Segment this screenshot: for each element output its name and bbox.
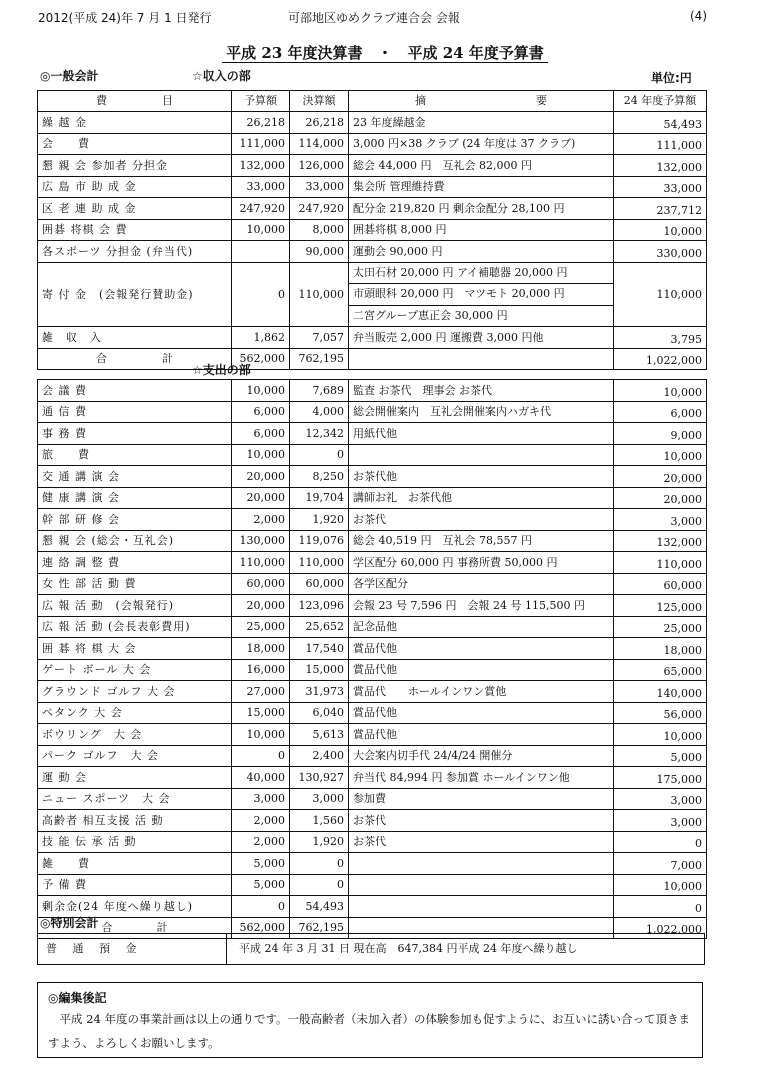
expense-budget: 6,000 — [232, 423, 290, 445]
column-header-budget-fy24: 24 年度予算額 — [614, 91, 707, 112]
expense-budget-fy24: 20,000 — [614, 466, 707, 488]
donation-item: 寄 付 金 (会報発行賛助金) — [38, 262, 232, 327]
income-budget-fy24: 132,000 — [614, 155, 707, 177]
expense-item: ゲート ボール 大 会 — [38, 659, 232, 681]
expense-budget-fy24: 60,000 — [614, 573, 707, 595]
expense-section-label: ☆支出の部 — [192, 363, 251, 377]
expense-row — [38, 552, 707, 574]
income-item: 区 老 連 助 成 金 — [38, 198, 232, 220]
expense-budget-fy24: 7,000 — [614, 853, 707, 875]
expense-budget: 6,000 — [232, 401, 290, 423]
expense-row — [38, 401, 707, 423]
editor-notes-body: 平成 24 年度の事業計画は以上の通りです。一般高齢者（未加入者）の体験参加も促すように、お互いに誘い合って頂きますよう、よろしくお願いします。 — [48, 1012, 691, 1050]
expense-budget: 60,000 — [232, 573, 290, 595]
expense-budget-fy24: 20,000 — [614, 487, 707, 509]
income-description: 総会 44,000 円 互礼会 82,000 円 — [349, 155, 614, 177]
expense-settlement: 7,689 — [290, 380, 349, 402]
expense-budget: 20,000 — [232, 595, 290, 617]
expense-description — [349, 896, 614, 918]
expense-item: 雑 費 — [38, 853, 232, 875]
expense-row — [38, 466, 707, 488]
income-budget: 247,920 — [232, 198, 290, 220]
income-row-misc — [38, 327, 707, 349]
expense-budget: 15,000 — [232, 702, 290, 724]
special-account-key: 普 通 預 金 — [38, 934, 227, 964]
expense-row — [38, 767, 707, 789]
donor-line: 市頭眼科 20,000 円 マツモト 20,000 円 — [349, 284, 613, 306]
expense-budget: 5,000 — [232, 874, 290, 896]
income-budget-fy24: 330,000 — [614, 241, 707, 263]
expense-item: グラウンド ゴルフ 大 会 — [38, 681, 232, 703]
expense-row — [38, 573, 707, 595]
expense-budget-fy24: 18,000 — [614, 638, 707, 660]
expense-settlement: 12,342 — [290, 423, 349, 445]
expense-settlement: 1,560 — [290, 810, 349, 832]
income-description: 3,000 円×38 クラブ (24 年度は 37 クラブ) — [349, 133, 614, 155]
expense-item: 予 備 費 — [38, 874, 232, 896]
expense-row — [38, 509, 707, 531]
expense-description: 総会 40,519 円 互礼会 78,557 円 — [349, 530, 614, 552]
expense-budget: 110,000 — [232, 552, 290, 574]
expense-budget-fy24: 10,000 — [614, 444, 707, 466]
misc-income-description: 弁当販売 2,000 円 運搬費 3,000 円他 — [349, 327, 614, 349]
expense-budget: 40,000 — [232, 767, 290, 789]
expense-description: 講師お礼 お茶代他 — [349, 487, 614, 509]
expense-item: 事 務 費 — [38, 423, 232, 445]
expense-item: 幹 部 研 修 会 — [38, 509, 232, 531]
expense-description: 会報 23 号 7,596 円 会報 24 号 115,500 円 — [349, 595, 614, 617]
income-budget: 111,000 — [232, 133, 290, 155]
expense-description — [349, 853, 614, 875]
income-budget: 33,000 — [232, 176, 290, 198]
expense-budget-fy24: 125,000 — [614, 595, 707, 617]
income-settlement: 126,000 — [290, 155, 349, 177]
editor-notes-heading: ◎編集後記 — [48, 991, 107, 1005]
expense-budget-fy24: 3,000 — [614, 810, 707, 832]
income-item: 各スポーツ 分担金 (弁当代) — [38, 241, 232, 263]
expense-row — [38, 745, 707, 767]
income-item: 囲碁 将棋 会 費 — [38, 219, 232, 241]
income-settlement: 33,000 — [290, 176, 349, 198]
income-table — [37, 90, 707, 370]
expense-table-body — [38, 380, 707, 939]
income-budget: 10,000 — [232, 219, 290, 241]
expense-budget: 5,000 — [232, 853, 290, 875]
income-budget-fy24: 111,000 — [614, 133, 707, 155]
expense-item: 健 康 講 演 会 — [38, 487, 232, 509]
general-account-label: ◎一般会計 — [40, 69, 99, 83]
expense-description: 記念品他 — [349, 616, 614, 638]
expense-budget-fy24: 6,000 — [614, 401, 707, 423]
expense-settlement: 54,493 — [290, 896, 349, 918]
expense-budget-fy24: 3,000 — [614, 509, 707, 531]
expense-row — [38, 595, 707, 617]
expense-settlement: 19,704 — [290, 487, 349, 509]
income-settlement: 8,000 — [290, 219, 349, 241]
expense-row — [38, 444, 707, 466]
expense-budget: 16,000 — [232, 659, 290, 681]
expense-budget-fy24: 0 — [614, 831, 707, 853]
expense-total-budget: 562,000 — [232, 917, 290, 938]
expense-row — [38, 530, 707, 552]
expense-budget-fy24: 110,000 — [614, 552, 707, 574]
expense-description: 総会開催案内 互礼会開催案内ハガキ代 — [349, 401, 614, 423]
income-total-budget-fy24: 1,022,000 — [614, 348, 707, 369]
expense-budget: 2,000 — [232, 509, 290, 531]
expense-settlement: 5,613 — [290, 724, 349, 746]
expense-row — [38, 831, 707, 853]
income-header-row — [38, 91, 707, 112]
column-header-settlement: 決算額 — [290, 91, 349, 112]
income-description: 運動会 90,000 円 — [349, 241, 614, 263]
expense-description: お茶代 — [349, 810, 614, 832]
income-settlement: 114,000 — [290, 133, 349, 155]
income-item: 会 費 — [38, 133, 232, 155]
expense-settlement: 15,000 — [290, 659, 349, 681]
donation-description — [349, 262, 614, 327]
expense-budget-fy24: 3,000 — [614, 788, 707, 810]
expense-budget-fy24: 65,000 — [614, 659, 707, 681]
expense-item: 広 報 活 動 (会報発行) — [38, 595, 232, 617]
expense-budget: 25,000 — [232, 616, 290, 638]
income-total-description — [349, 348, 614, 369]
expense-description: お茶代他 — [349, 466, 614, 488]
expense-settlement: 4,000 — [290, 401, 349, 423]
misc-income-item: 雑 収 入 — [38, 327, 232, 349]
expense-row — [38, 423, 707, 445]
expense-settlement: 6,040 — [290, 702, 349, 724]
expense-budget-fy24: 0 — [614, 896, 707, 918]
expense-budget: 20,000 — [232, 487, 290, 509]
income-budget: 132,000 — [232, 155, 290, 177]
expense-budget: 10,000 — [232, 724, 290, 746]
income-item: 広 島 市 助 成 金 — [38, 176, 232, 198]
expense-total-label: 合 計 — [38, 917, 232, 938]
column-header-budget: 予算額 — [232, 91, 290, 112]
expense-row — [38, 853, 707, 875]
income-budget-fy24: 33,000 — [614, 176, 707, 198]
expense-row — [38, 380, 707, 402]
expense-budget: 27,000 — [232, 681, 290, 703]
expense-budget-fy24: 140,000 — [614, 681, 707, 703]
expense-budget: 10,000 — [232, 380, 290, 402]
expense-row — [38, 659, 707, 681]
expense-budget-fy24: 10,000 — [614, 874, 707, 896]
page-number: (4) — [690, 9, 707, 23]
income-budget-fy24: 54,493 — [614, 112, 707, 134]
expense-item: ペタンク 大 会 — [38, 702, 232, 724]
expense-settlement: 2,400 — [290, 745, 349, 767]
expense-budget-fy24: 132,000 — [614, 530, 707, 552]
income-total-label: 合 計 — [38, 348, 232, 369]
income-settlement: 247,920 — [290, 198, 349, 220]
income-row — [38, 133, 707, 155]
expense-settlement: 25,652 — [290, 616, 349, 638]
donor-line: 太田石材 20,000 円 アイ補聴器 20,000 円 — [349, 263, 613, 285]
expense-description: 賞品代他 — [349, 702, 614, 724]
page-title-text: 平成 23 年度決算書 ・ 平成 24 年度予算書 — [222, 44, 548, 63]
expense-row — [38, 681, 707, 703]
column-header-item: 費 目 — [38, 91, 232, 112]
special-account-value: 平成 24 年 3 月 31 日 現在高 647,384 円平成 24 年度へ繰り越し — [239, 942, 578, 955]
expense-budget: 0 — [232, 896, 290, 918]
expense-total-budget-fy24: 1,022,000 — [614, 917, 707, 938]
expense-description: 大会案内切手代 24/4/24 開催分 — [349, 745, 614, 767]
expense-row — [38, 896, 707, 918]
expense-settlement: 119,076 — [290, 530, 349, 552]
expense-item: 旅 費 — [38, 444, 232, 466]
expense-settlement: 1,920 — [290, 509, 349, 531]
expense-row — [38, 702, 707, 724]
expense-settlement: 17,540 — [290, 638, 349, 660]
expense-budget-fy24: 5,000 — [614, 745, 707, 767]
expense-budget-fy24: 175,000 — [614, 767, 707, 789]
income-row — [38, 155, 707, 177]
expense-item: 剰余金(24 年度へ繰り越し) — [38, 896, 232, 918]
income-item: 懇 親 会 参加者 分担金 — [38, 155, 232, 177]
expense-item: 会 議 費 — [38, 380, 232, 402]
income-table-body — [38, 112, 707, 370]
expense-budget: 2,000 — [232, 831, 290, 853]
expense-item: 運 動 会 — [38, 767, 232, 789]
expense-description: 監査 お茶代 理事会 お茶代 — [349, 380, 614, 402]
expense-settlement: 0 — [290, 444, 349, 466]
expense-budget-fy24: 10,000 — [614, 380, 707, 402]
expense-description: 弁当代 84,994 円 参加賞 ホールインワン他 — [349, 767, 614, 789]
income-budget: 26,218 — [232, 112, 290, 134]
expense-settlement: 8,250 — [290, 466, 349, 488]
expense-item: パーク ゴルフ 大 会 — [38, 745, 232, 767]
income-row — [38, 112, 707, 134]
expense-item: 通 信 費 — [38, 401, 232, 423]
expense-settlement: 0 — [290, 874, 349, 896]
expense-settlement: 3,000 — [290, 788, 349, 810]
expense-budget: 10,000 — [232, 444, 290, 466]
income-budget-fy24: 10,000 — [614, 219, 707, 241]
page-title — [0, 42, 770, 63]
income-section-label: ☆収入の部 — [192, 69, 251, 83]
income-row — [38, 176, 707, 198]
expense-description: 賞品代他 — [349, 724, 614, 746]
income-item: 繰 越 金 — [38, 112, 232, 134]
expense-settlement: 31,973 — [290, 681, 349, 703]
expense-description — [349, 874, 614, 896]
unit-label: 単位:円 — [651, 71, 692, 85]
income-total-budget: 562,000 — [232, 348, 290, 369]
income-description: 集会所 管理維持費 — [349, 176, 614, 198]
income-budget — [232, 241, 290, 263]
expense-description: 学区配分 60,000 円 事務所費 50,000 円 — [349, 552, 614, 574]
expense-description: お茶代 — [349, 831, 614, 853]
expense-item: 囲 碁 将 棋 大 会 — [38, 638, 232, 660]
expense-budget: 0 — [232, 745, 290, 767]
donor-line: 二宮グループ恵正会 30,000 円 — [353, 308, 508, 322]
expense-row — [38, 788, 707, 810]
expense-description: お茶代 — [349, 509, 614, 531]
misc-income-budget-fy24: 3,795 — [614, 327, 707, 349]
expense-row — [38, 616, 707, 638]
expense-settlement: 1,920 — [290, 831, 349, 853]
expense-item: ニュー スポーツ 大 会 — [38, 788, 232, 810]
expense-table — [37, 379, 707, 939]
expense-budget-fy24: 56,000 — [614, 702, 707, 724]
expense-budget: 130,000 — [232, 530, 290, 552]
income-description: 囲碁将棋 8,000 円 — [349, 219, 614, 241]
income-settlement: 90,000 — [290, 241, 349, 263]
expense-budget: 18,000 — [232, 638, 290, 660]
donation-settlement: 110,000 — [290, 262, 349, 327]
expense-item: 広 報 活 動 (会長表彰費用) — [38, 616, 232, 638]
expense-item: 技 能 伝 承 活 動 — [38, 831, 232, 853]
expense-budget: 20,000 — [232, 466, 290, 488]
expense-item: 女 性 部 活 動 費 — [38, 573, 232, 595]
expense-row — [38, 874, 707, 896]
income-row-donation — [38, 262, 707, 327]
editor-notes — [37, 982, 703, 1058]
misc-income-settlement: 7,057 — [290, 327, 349, 349]
expense-budget-fy24: 25,000 — [614, 616, 707, 638]
expense-settlement: 130,927 — [290, 767, 349, 789]
issue-date: 2012(平成 24)年 7 月 1 日発行 — [38, 11, 212, 25]
expense-row — [38, 638, 707, 660]
income-description: 配分金 219,820 円 剰余金配分 28,100 円 — [349, 198, 614, 220]
expense-settlement: 60,000 — [290, 573, 349, 595]
newsletter-name: 可部地区ゆめクラブ連合会 会報 — [288, 11, 460, 25]
expense-item: 連 絡 調 整 費 — [38, 552, 232, 574]
expense-description: 用紙代他 — [349, 423, 614, 445]
donation-budget-fy24: 110,000 — [614, 262, 707, 327]
expense-budget: 2,000 — [232, 810, 290, 832]
income-row — [38, 241, 707, 263]
expense-description: 賞品代他 — [349, 659, 614, 681]
income-settlement: 26,218 — [290, 112, 349, 134]
income-total-settlement: 762,195 — [290, 348, 349, 369]
special-account-label: ◎特別会計 — [40, 916, 99, 930]
expense-item: 懇 親 会 (総会・互礼会) — [38, 530, 232, 552]
expense-description: 各学区配分 — [349, 573, 614, 595]
income-budget-fy24: 237,712 — [614, 198, 707, 220]
expense-item: 高齢者 相互支援 活 動 — [38, 810, 232, 832]
donation-budget: 0 — [232, 262, 290, 327]
expense-row — [38, 724, 707, 746]
expense-item: 交 通 講 演 会 — [38, 466, 232, 488]
income-row — [38, 219, 707, 241]
expense-budget-fy24: 10,000 — [614, 724, 707, 746]
expense-item: ボウリング 大 会 — [38, 724, 232, 746]
income-description: 23 年度繰越金 — [349, 112, 614, 134]
expense-row — [38, 487, 707, 509]
expense-budget-fy24: 9,000 — [614, 423, 707, 445]
income-row — [38, 198, 707, 220]
expense-description — [349, 444, 614, 466]
income-total-row — [38, 348, 707, 369]
expense-row — [38, 810, 707, 832]
misc-income-budget: 1,862 — [232, 327, 290, 349]
column-header-description: 摘 要 — [349, 91, 614, 112]
expense-settlement: 123,096 — [290, 595, 349, 617]
expense-settlement: 0 — [290, 853, 349, 875]
expense-description: 賞品代他 — [349, 638, 614, 660]
expense-description: 参加費 — [349, 788, 614, 810]
expense-total-settlement: 762,195 — [290, 917, 349, 938]
expense-settlement: 110,000 — [290, 552, 349, 574]
special-account-row — [37, 933, 705, 965]
expense-budget: 3,000 — [232, 788, 290, 810]
expense-description: 賞品代 ホールインワン賞他 — [349, 681, 614, 703]
